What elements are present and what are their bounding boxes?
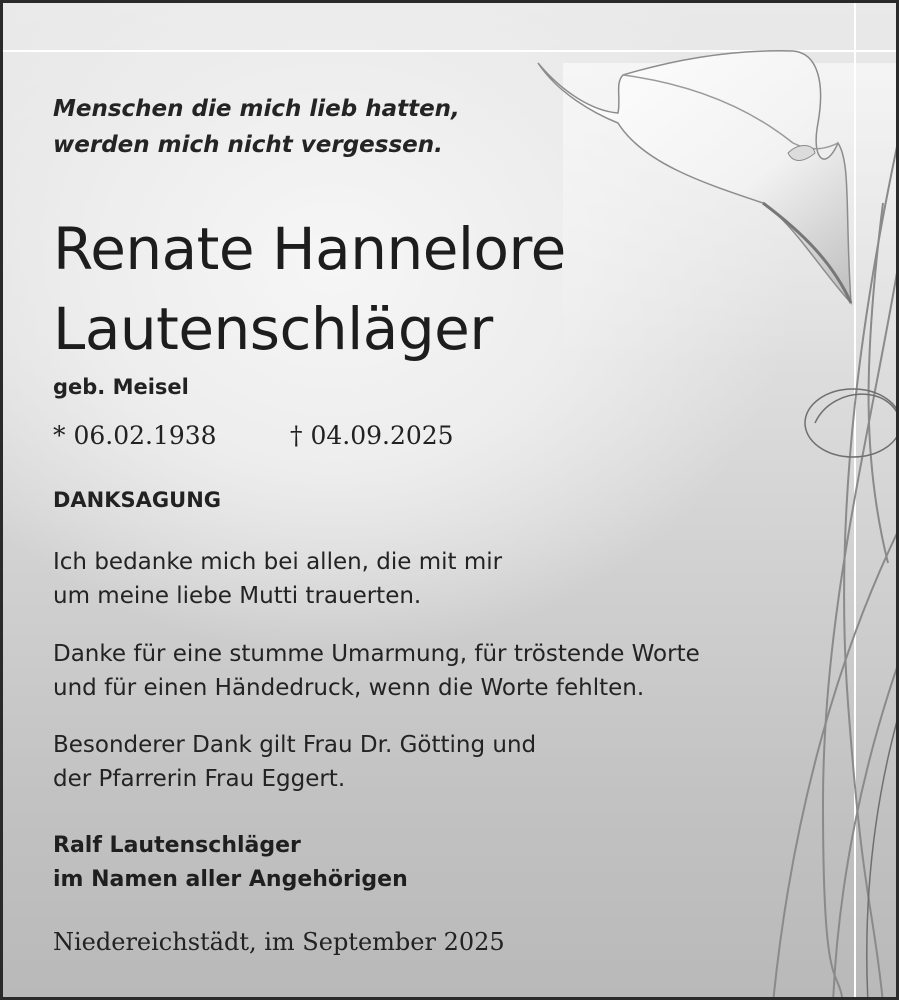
signer-subtitle: im Namen aller Angehörigen: [53, 867, 408, 892]
deceased-name: [53, 209, 566, 369]
death-date: † 04.09.2025: [290, 421, 454, 450]
place-and-date: Niedereichstädt, im September 2025: [53, 928, 505, 956]
paragraph-1-line-1: Ich bedanke mich bei allen, die mit mir: [53, 549, 503, 575]
notice-heading: DANKSAGUNG: [53, 488, 222, 512]
paragraph-1-line-2: um meine liebe Mutti trauerten.: [53, 583, 422, 609]
signature-block: [53, 829, 408, 897]
motto-line-1: Menschen die mich lieb hatten,: [53, 96, 460, 122]
thanks-paragraph-1: [53, 545, 502, 613]
motto-quote: [53, 91, 460, 163]
thanks-paragraph-2: [53, 637, 700, 705]
deceased-surname: Lautenschläger: [53, 295, 493, 363]
paragraph-2-line-2: und für einen Händedruck, wenn die Worte fehlten.: [53, 675, 645, 701]
birth-date: * 06.02.1938: [53, 421, 217, 450]
paragraph-3-line-1: Besonderer Dank gilt Frau Dr. Götting und: [53, 732, 537, 758]
motto-line-2: werden mich nicht vergessen.: [53, 132, 443, 158]
paragraph-2-line-1: Danke für eine stumme Umarmung, für tröstende Worte: [53, 641, 700, 667]
maiden-name: geb. Meisel: [53, 375, 189, 399]
signer-name: Ralf Lautenschläger: [53, 833, 301, 858]
deceased-given-names: Renate Hannelore: [53, 215, 566, 283]
thanks-paragraph-3: [53, 728, 536, 796]
paragraph-3-line-2: der Pfarrerin Frau Eggert.: [53, 766, 346, 792]
